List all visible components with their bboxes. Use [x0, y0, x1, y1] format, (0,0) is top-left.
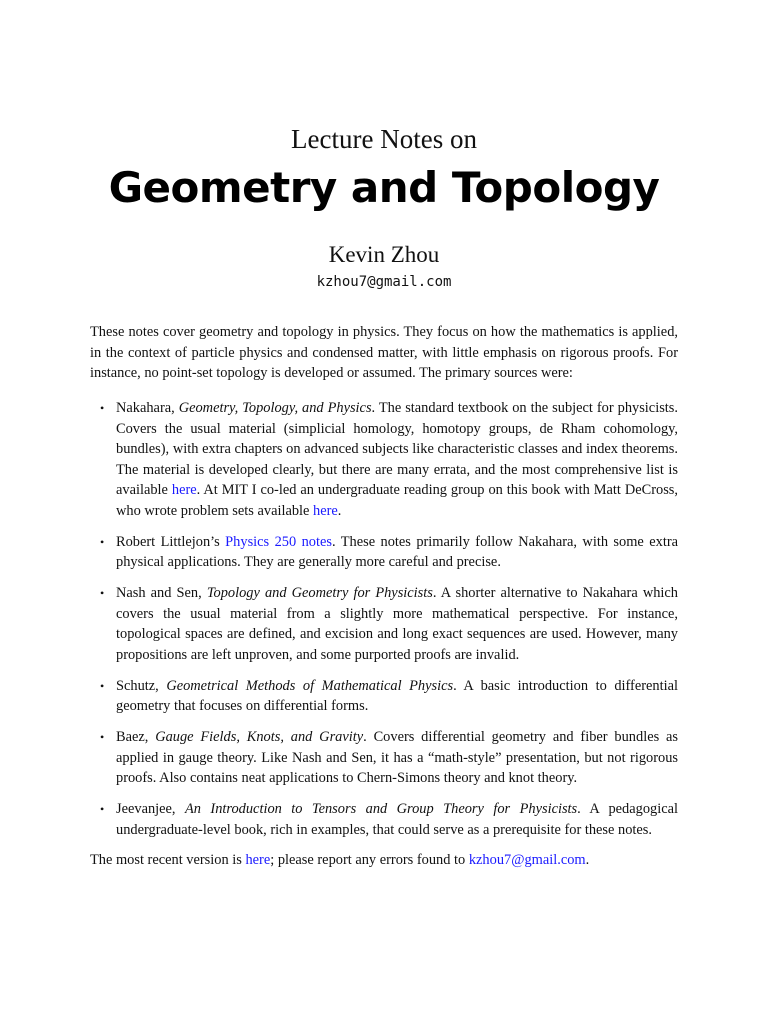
closing-text-end: .: [585, 852, 590, 868]
source-item-littlejohn: [90, 532, 678, 573]
bullet-icon: •: [100, 802, 105, 816]
source-description: . A shorter alternative to Nakahara which covers the usual material from a slightly more mathematical perspective. For instance, topological spaces are defined, and excision and long exact sequences are used. However, many propositions are left unproven, and some purported proofs are invalid.: [116, 585, 678, 663]
source-book-title: Geometrical Methods of Mathematical Physics: [166, 677, 454, 694]
intro-paragraph: These notes cover geometry and topology in physics. They focus on how the mathematics is applied, in the context of particle physics and condensed matter, with little emphasis on rigorous proofs. For instance, no point-set topology is developed or assumed. The primary sources were:: [90, 324, 678, 381]
sources-list: [90, 398, 678, 851]
closing-text: The most recent version is: [90, 852, 246, 868]
source-book-title: An Introduction to Tensors and Group Theory for Physicists: [184, 801, 578, 817]
document-subtitle: Lecture Notes on: [291, 124, 477, 154]
contact-email-link[interactable]: kzhou7@gmail.com: [468, 852, 586, 868]
source-author: Jeevanjee,: [116, 801, 176, 817]
author-name: Kevin Zhou: [328, 242, 440, 267]
source-author: Schutz,: [116, 677, 159, 694]
bullet-icon: •: [100, 401, 105, 415]
source-description-cont: . At MIT I co-led an undergraduate reading group on this book with Matt DeCross, who wrote problem sets available: [116, 482, 678, 519]
errata-link[interactable]: here: [171, 482, 197, 498]
closing-paragraph: [90, 850, 678, 871]
bullet-icon: •: [100, 534, 105, 549]
source-description-end: .: [337, 502, 342, 519]
source-author: Robert Littlejon’s: [116, 533, 226, 550]
source-book-title: Topology and Geometry for Physicists: [206, 585, 433, 601]
source-item-nash-sen: [90, 583, 678, 665]
source-item-jeevanjee: [90, 799, 678, 840]
source-description: . These notes primarily follow Nakahara, with some extra physical applications. They are generally more careful and precise.: [116, 533, 678, 570]
source-book-title: Gauge Fields, Knots, and Gravity: [155, 729, 364, 745]
author-email: kzhou7@gmail.com: [316, 274, 452, 290]
closing-text-cont: ; please report any errors found to: [270, 852, 469, 868]
bullet-icon: •: [100, 586, 105, 600]
bullet-icon: •: [100, 730, 105, 744]
source-author: Nash and Sen,: [116, 585, 202, 601]
latest-version-link[interactable]: here: [245, 852, 271, 868]
source-item-schutz: [90, 676, 678, 717]
physics-250-notes-link[interactable]: Physics 250 notes: [225, 533, 332, 550]
source-item-nakahara: [90, 398, 678, 521]
source-item-baez: [90, 727, 678, 789]
bullet-icon: •: [100, 678, 105, 693]
source-author: Nakahara,: [116, 400, 175, 416]
source-description: . A pedagogical undergraduate-level book, rich in examples, that could serve as a prerequisite for these notes.: [116, 801, 678, 838]
source-author: Baez,: [116, 729, 149, 745]
source-description: . The standard textbook on the subject for physicists. Covers the usual material (simplicial homology, homotopy groups, de Rham cohomology, bundles), with extra chapters on advanced subjects like characteristic classes and index theorems. The material is developed clearly, but there are many errata, and the most comprehensive list is available: [116, 400, 678, 498]
source-description: . Covers differential geometry and fiber bundles as applied in gauge theory. Like Nash and Sen, it has a “math-style” presentation, but not rigorous proofs. Also contains neat applications to Chern-Simons theory and knot theory.: [116, 729, 678, 786]
document-title: Geometry and Topology: [108, 163, 660, 212]
source-description: . A basic introduction to differential geometry that focuses on differential forms.: [116, 677, 678, 714]
source-book-title: Geometry, Topology, and Physics: [178, 400, 372, 416]
problem-sets-link[interactable]: here: [313, 502, 338, 519]
